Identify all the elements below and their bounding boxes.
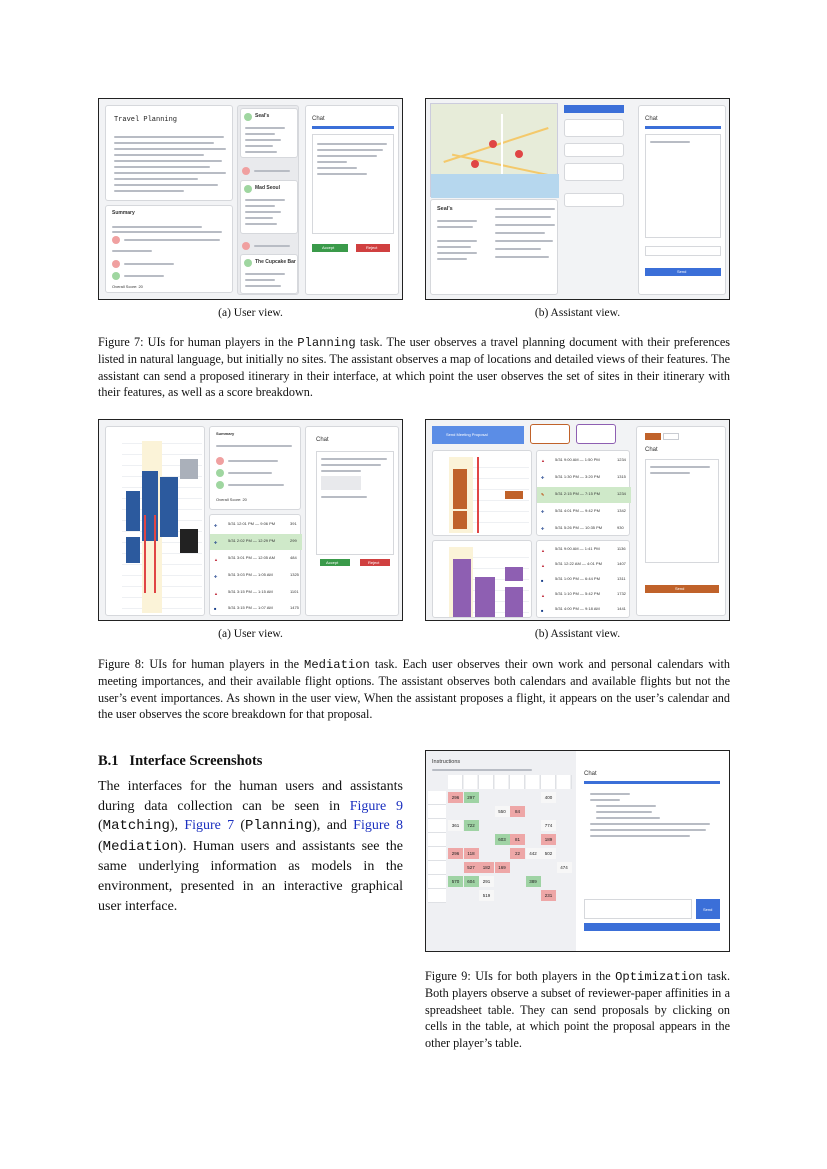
site-name: Seal's (437, 206, 453, 212)
overall-score: Overall Score: 20 (112, 284, 143, 289)
affinity-cell[interactable] (479, 806, 494, 817)
calendar-b (432, 540, 532, 618)
summary-panel: Summary Overall Score: 20 (209, 426, 301, 510)
fig8-subcaption-b: (b) Assistant view. (534, 628, 621, 640)
affinity-cell[interactable] (510, 876, 525, 887)
fig8-user-view-screenshot (98, 419, 403, 621)
flight-row[interactable]: ▲ 5/31 12:22 AM — 4:01 PM 1407 (541, 561, 626, 568)
affinity-cell[interactable]: 550 (495, 806, 510, 817)
affinity-cell[interactable] (448, 862, 463, 873)
fig7-subcaption-b: (b) Assistant view. (534, 307, 621, 319)
flight-row[interactable]: ✈ 5/31 3:03 PM — 1:05 AM 1325 (214, 572, 299, 579)
affinity-cell[interactable] (557, 848, 572, 859)
send-itinerary-button[interactable] (564, 105, 624, 113)
affinity-cell[interactable] (495, 848, 510, 859)
fig8-caption: Figure 8: UIs for human players in the Mediation task. Each user observes their own work and personal calendars with meeting importances, and their available flight options. The assistant observes both calendars and available flights but not the user’s event importances. As shown in the user view, When the assistant proposes a flight, it appears on the user’s calendar and the user observes the score breakdown for that proposal. (98, 657, 730, 722)
affinity-cell[interactable]: 189 (541, 834, 556, 845)
affinity-cell[interactable]: 169 (495, 862, 510, 873)
affinity-cell[interactable] (495, 792, 510, 803)
ref-figure-7[interactable]: Figure 7 (184, 818, 235, 834)
chat-input[interactable] (584, 899, 692, 919)
fig8-assistant-view-screenshot (425, 419, 730, 621)
affinity-cell[interactable]: 296 (448, 792, 463, 803)
reject-button[interactable]: Reject (356, 244, 390, 252)
flight-row[interactable]: ▲ 5/31 3:01 PM — 12:05 AM 484 (214, 555, 297, 562)
map-marker-icon[interactable] (471, 160, 479, 168)
fig9-screenshot (425, 750, 730, 952)
affinity-cell[interactable]: 361 (448, 820, 463, 831)
travel-planning-doc (105, 105, 233, 201)
chat-title: Chat (312, 116, 325, 122)
affinity-cell[interactable]: 81 (510, 834, 525, 845)
affinity-cell[interactable] (464, 890, 479, 901)
affinity-cell[interactable] (526, 820, 541, 831)
fig7-user-view-screenshot (98, 98, 403, 300)
affinity-cell[interactable] (464, 806, 479, 817)
affinity-cell[interactable] (541, 876, 556, 887)
reject-button[interactable]: Reject (360, 559, 390, 566)
affinity-cell[interactable]: 527 (464, 862, 479, 873)
send-button[interactable]: Send (696, 899, 720, 919)
affinity-cell[interactable] (448, 890, 463, 901)
send-button[interactable]: Send (645, 585, 719, 593)
affinity-cell[interactable]: 502 (541, 848, 556, 859)
affinity-cell[interactable]: 519 (479, 890, 494, 901)
chat-panel (638, 105, 726, 295)
chat-panel (305, 105, 399, 295)
affinity-cell[interactable]: 774 (541, 820, 556, 831)
ref-figure-8[interactable]: Figure 8 (353, 818, 403, 834)
affinity-cell[interactable] (526, 862, 541, 873)
summary-panel (105, 205, 233, 293)
affinity-cell[interactable]: 22 (510, 848, 525, 859)
affinity-cell[interactable] (510, 792, 525, 803)
calendar-panel (105, 426, 205, 616)
affinity-cell[interactable]: 84 (510, 806, 525, 817)
affinity-cell[interactable]: 603 (495, 834, 510, 845)
affinity-cell[interactable] (495, 820, 510, 831)
affinity-cell[interactable] (557, 890, 572, 901)
affinity-cell[interactable]: 296 (448, 848, 463, 859)
affinity-cell[interactable]: 722 (464, 820, 479, 831)
fig8-subcaption-a: (a) User view. (218, 628, 283, 640)
affinity-cell[interactable]: 400 (541, 792, 556, 803)
affinity-cell[interactable] (448, 806, 463, 817)
section-heading: B.1 Interface Screenshots (98, 753, 263, 769)
chat-panel: Chat Send (636, 426, 726, 616)
flight-row[interactable]: ✈ 5/31 4:01 PM — 9:42 PM 1342 (541, 508, 626, 514)
flight-row[interactable]: ■ 5/31 4:00 PM — 9:18 AM 1441 (541, 606, 626, 613)
ref-figure-9[interactable]: Figure 9 (349, 798, 403, 814)
affinity-cell[interactable]: 442 (526, 848, 541, 859)
flight-list-a (536, 450, 630, 536)
doc-title: Travel Planning (114, 116, 178, 124)
send-button[interactable]: Send (645, 268, 721, 276)
flight-row[interactable]: ■ 5/31 1:00 PM — 6:44 PM 1311 (541, 576, 626, 583)
chat-input[interactable] (645, 246, 721, 256)
chat-title: Chat (645, 116, 658, 122)
fig7-assistant-view-screenshot (425, 98, 730, 300)
fig7-caption: Figure 7: UIs for human players in the Planning task. The user observes a travel planning document with their preferences listed in natural language, but initially no sites. The assistant observes a map of locations and detailed views of their features. The assistant can send a proposed itinerary in their interface, at which point the user observes the set of sites in their itinerary with their features, as well as a score breakdown. (98, 335, 730, 400)
fig9-caption: Figure 9: UIs for both players in the Optimization task. Both players observe a subset of reviewer-paper affinities in a spreadsheet table. They can send proposals by clicking on cells in the table, at which point the proposal appears in the other player’s table. (425, 969, 731, 1050)
flight-row[interactable]: ▲ 5/31 9:00 AM — 1:50 PM 1234 (541, 457, 626, 463)
map-marker-icon[interactable] (515, 150, 523, 158)
itinerary-panel (237, 105, 299, 295)
flight-list-b (536, 540, 630, 618)
chat-title: Chat (584, 771, 597, 777)
affinity-cell[interactable] (479, 848, 494, 859)
map (430, 103, 558, 197)
affinity-cell[interactable]: 297 (464, 792, 479, 803)
flight-row[interactable]: ▲ 5/31 9:00 AM — 1:41 PM 1136 (541, 546, 626, 553)
send-meeting-proposal-button[interactable]: Send Meeting Proposal (432, 426, 524, 444)
affinity-cell[interactable] (510, 862, 525, 873)
affinity-cell[interactable]: 570 (448, 876, 463, 887)
affinity-cell[interactable] (557, 806, 572, 817)
affinity-cell[interactable]: 604 (464, 876, 479, 887)
site-card: Mad Seoul (240, 180, 298, 234)
fig7-subcaption-a: (a) User view. (218, 307, 283, 319)
affinity-cell[interactable] (557, 876, 572, 887)
flight-row[interactable]: ▲ 5/31 1:10 PM — 5:42 PM 1732 (541, 591, 626, 598)
send-proposal-button[interactable] (584, 923, 720, 931)
summary-label: Summary (112, 210, 135, 216)
affinity-cell[interactable] (479, 834, 494, 845)
affinity-cell[interactable]: 118 (464, 848, 479, 859)
flight-row[interactable]: ✈ 5/31 1:30 PM — 3:20 PM 1315 (541, 474, 626, 480)
affinity-cell[interactable] (510, 890, 525, 901)
affinity-cell[interactable] (526, 806, 541, 817)
affinity-cell[interactable] (557, 820, 572, 831)
flight-row[interactable]: ■ 5/31 3:15 PM — 1:07 AM 1475 (214, 605, 299, 611)
affinity-cell[interactable]: 231 (541, 890, 556, 901)
calendar-a (432, 450, 532, 536)
flight-list (209, 514, 301, 616)
table-area (426, 751, 576, 952)
affinity-cell[interactable] (526, 792, 541, 803)
flight-row[interactable]: ▲ 5/31 3:15 PM — 1:15 AM 1101 (214, 589, 299, 596)
affinity-cell[interactable] (479, 792, 494, 803)
site-card: The Cupcake Bar (240, 254, 298, 294)
affinity-cell[interactable]: 474 (557, 862, 572, 873)
site-detail-panel (430, 199, 558, 295)
affinity-cell[interactable] (479, 820, 494, 831)
affinity-cell[interactable] (495, 876, 510, 887)
flight-row[interactable]: ✈ 5/31 12:01 PM — 9:06 PM 391 (214, 521, 297, 528)
section-body: The interfaces for the human users and assistants during data collection can be seen in Figure 9 (Matching), Figure 7 (Planning), and Figure 8 (Mediation). Human users and assistants see the same underlying information as models in the environment, presented in an interactive graphical user interface. (98, 779, 403, 914)
map-marker-icon[interactable] (489, 140, 497, 148)
chat-panel (578, 751, 730, 952)
affinity-cell[interactable] (526, 834, 541, 845)
site-card: Seal's (240, 108, 298, 158)
affinity-cell[interactable] (464, 834, 479, 845)
instructions-label: Instructions (432, 759, 461, 765)
affinity-cell[interactable] (541, 862, 556, 873)
chat-input[interactable] (645, 567, 719, 575)
affinity-cell[interactable]: 182 (479, 862, 494, 873)
chat-panel: Chat Accept Reject (305, 426, 399, 616)
affinity-cell[interactable] (526, 890, 541, 901)
affinity-cell[interactable] (448, 834, 463, 845)
affinity-cell[interactable] (495, 890, 510, 901)
affinity-cell[interactable] (510, 820, 525, 831)
flight-row[interactable]: ✈ 5/31 5:26 PM — 10:35 PM 930 (541, 525, 624, 531)
accept-button[interactable]: Accept (320, 559, 350, 566)
flight-row-selected[interactable]: ✎ 5/31 2:15 PM — 7:15 PM 1234 (537, 487, 631, 503)
flight-row-selected[interactable]: ✈ 5/31 2:02 PM — 12:29 PM 299 (210, 534, 302, 550)
affinity-cell[interactable]: 291 (479, 876, 494, 887)
affinity-cell[interactable] (557, 792, 572, 803)
affinity-cell[interactable]: 389 (526, 876, 541, 887)
affinity-cell[interactable] (557, 834, 572, 845)
affinity-cell[interactable] (541, 806, 556, 817)
accept-button[interactable]: Accept (312, 244, 348, 252)
